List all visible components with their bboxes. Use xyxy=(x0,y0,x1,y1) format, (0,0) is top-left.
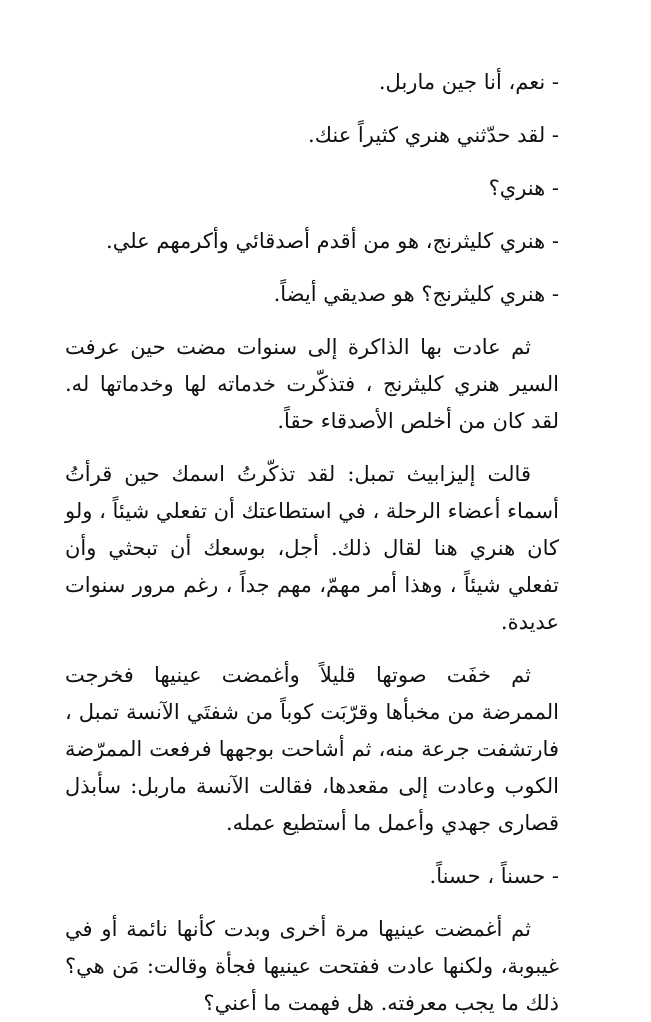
dialogue-line: - لقد حدّثني هنري كثيراً عنك. xyxy=(308,123,559,147)
narrative-paragraph: ثم عادت بها الذاكرة إلى سنوات مضت حين عرفت السير هنري كليثرنج ، فتذكّرت خدماته لها وخدماتها له. لقد كان من أخلص الأصدقاء حقاً. xyxy=(65,335,559,433)
page-text xyxy=(65,64,559,1022)
narrative-paragraph: ثم خفَت صوتها قليلاً وأغمضت عينيها فخرجت الممرضة من مخبأها وقرّبَت كوباً من شفتَي الآنسة تمبل ، فارتشفت جرعة منه، ثم أشاحت بوجهها فرفعت الممرّضة الكوب وعادت إلى مقعدها، فقالت الآنسة ماربل: سأبذل قصارى جهدي وأعمل ما أستطيع عمله. xyxy=(65,663,559,835)
dialogue-line: - حسناً ، حسناً. xyxy=(429,864,559,888)
dialogue-line: - نعم، أنا جين ماربل. xyxy=(378,70,559,94)
narrative-paragraph: ثم أغمضت عينيها مرة أخرى وبدت كأنها نائمة أو في غيبوبة، ولكنها عادت ففتحت عينيها فجأة وقالت: مَن هي؟ ذلك ما يجب معرفته. هل فهمت ما أعني؟ xyxy=(65,917,559,1015)
narrative-paragraph: قالت إليزابيث تمبل: لقد تذكّرتُ اسمك حين قرأتُ أسماء أعضاء الرحلة ، في استطاعتك أن تفعلي شيئاً ، ولو كان هنري هنا لقال ذلك. أجل، بوسعك أن تبحثي وأن تفعلي شيئاً ، وهذا أمر مهمّ، مهم جداً ، رغم مرور سنوات عديدة. xyxy=(65,462,559,634)
dialogue-line: - هنري كليثرنج؟ هو صديقي أيضاً. xyxy=(273,282,559,306)
dialogue-line: - هنري كليثرنج، هو من أقدم أصدقائي وأكرمهم علي. xyxy=(106,229,559,253)
dialogue-line: - هنري؟ xyxy=(488,176,559,200)
